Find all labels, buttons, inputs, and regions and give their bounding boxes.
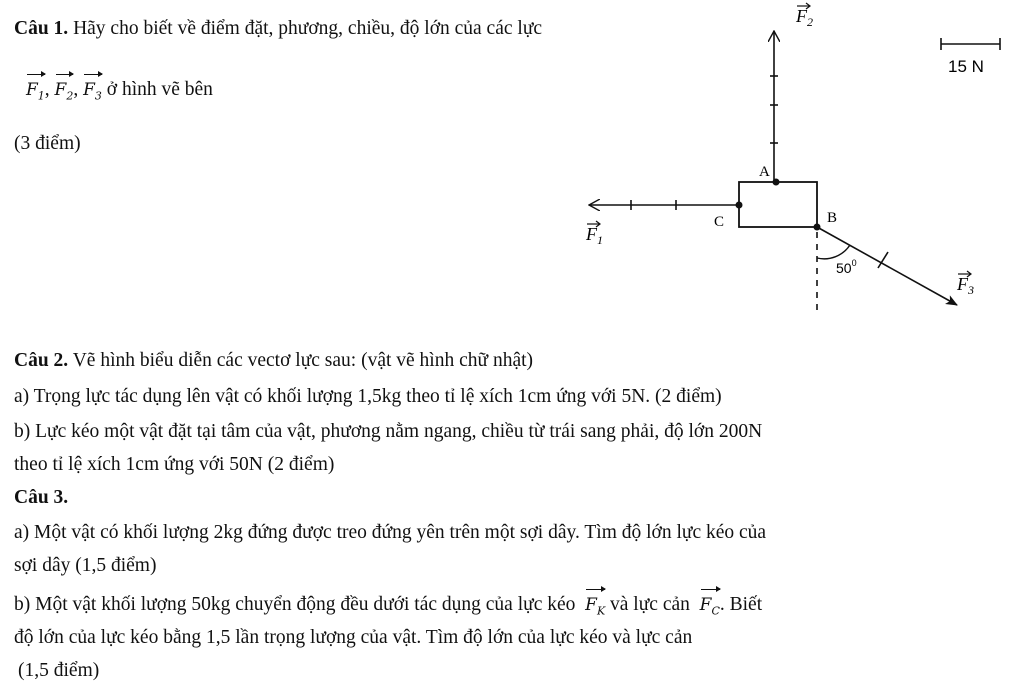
q3-b1 [14,593,762,623]
f2-vector-label: $F_2$ [55,78,74,108]
angle-arc [817,245,850,259]
q2-line [14,349,533,373]
f2-diagram-label: $F_2$ [796,6,813,29]
object-rectangle [739,182,817,227]
q1-points: (3 điểm) [14,133,81,154]
point-b-label: B [827,210,838,226]
q3-b2: độ lớn của lực kéo bằng 1,5 lần trọng lượng của vật. Tìm độ lớn của lực kéo và lực cản [14,627,693,648]
q3-label: Câu 3. [14,487,69,508]
scale-label: 15 N [948,57,984,76]
scale-bar [941,38,1000,76]
point-a-dot [773,179,780,186]
q3-b3: (1,5 điểm) [18,660,100,681]
q3-b-part3: . Biết [719,594,763,615]
f1-diagram-label: $F_1$ [586,224,603,247]
q2-label: Câu 2. [14,350,69,371]
q1-text: Hãy cho biết về điểm đặt, phương, chiều, độ lớn của các lực [73,18,543,39]
fk-vector-label: $F_K$ [585,593,605,623]
q3-b-part2: và lực cản [610,594,690,615]
q3-a1: a) Một vật có khối lượng 2kg đứng được treo đứng yên trên một sợi dây. Tìm độ lớn lực kéo của [14,522,767,543]
f2-arrow [770,3,813,181]
q2-b2: theo tỉ lệ xích 1cm ứng với 50N (2 điểm) [14,454,335,475]
q3-a2: sợi dây (1,5 điểm) [14,555,157,576]
point-a-label: A [759,164,770,180]
f3-diagram-label: $F_3$ [957,274,974,297]
q1-forces-line: $F_1$, $F_2$, $F_3$ ở hình vẽ bên [26,78,213,108]
fc-vector-label: $F_C$ [700,593,720,623]
q2-b1: b) Lực kéo một vật đặt tại tâm của vật, phương nằm ngang, chiều từ trái sang phải, độ lớn 200N [14,421,763,442]
f3-vector-label: $F_3$ [83,78,102,108]
q1-forces-suffix: ở hình vẽ bên [106,79,213,100]
q2-a: a) Trọng lực tác dụng lên vật có khối lượng 1,5kg theo tỉ lệ xích 1cm ứng với 5N. (2 điểm) [14,386,722,407]
f1-vector-label: $F_1$ [26,78,45,108]
point-c-label: C [714,214,725,230]
q3-b-part1: b) Một vật khối lượng 50kg chuyển động đều dưới tác dụng của lực kéo [14,594,576,615]
q1-label: Câu 1. [14,18,69,39]
q2-text: Vẽ hình biểu diễn các vectơ lực sau: (vật vẽ hình chữ nhật) [72,350,534,371]
angle-label: $50^0$ [836,258,857,276]
